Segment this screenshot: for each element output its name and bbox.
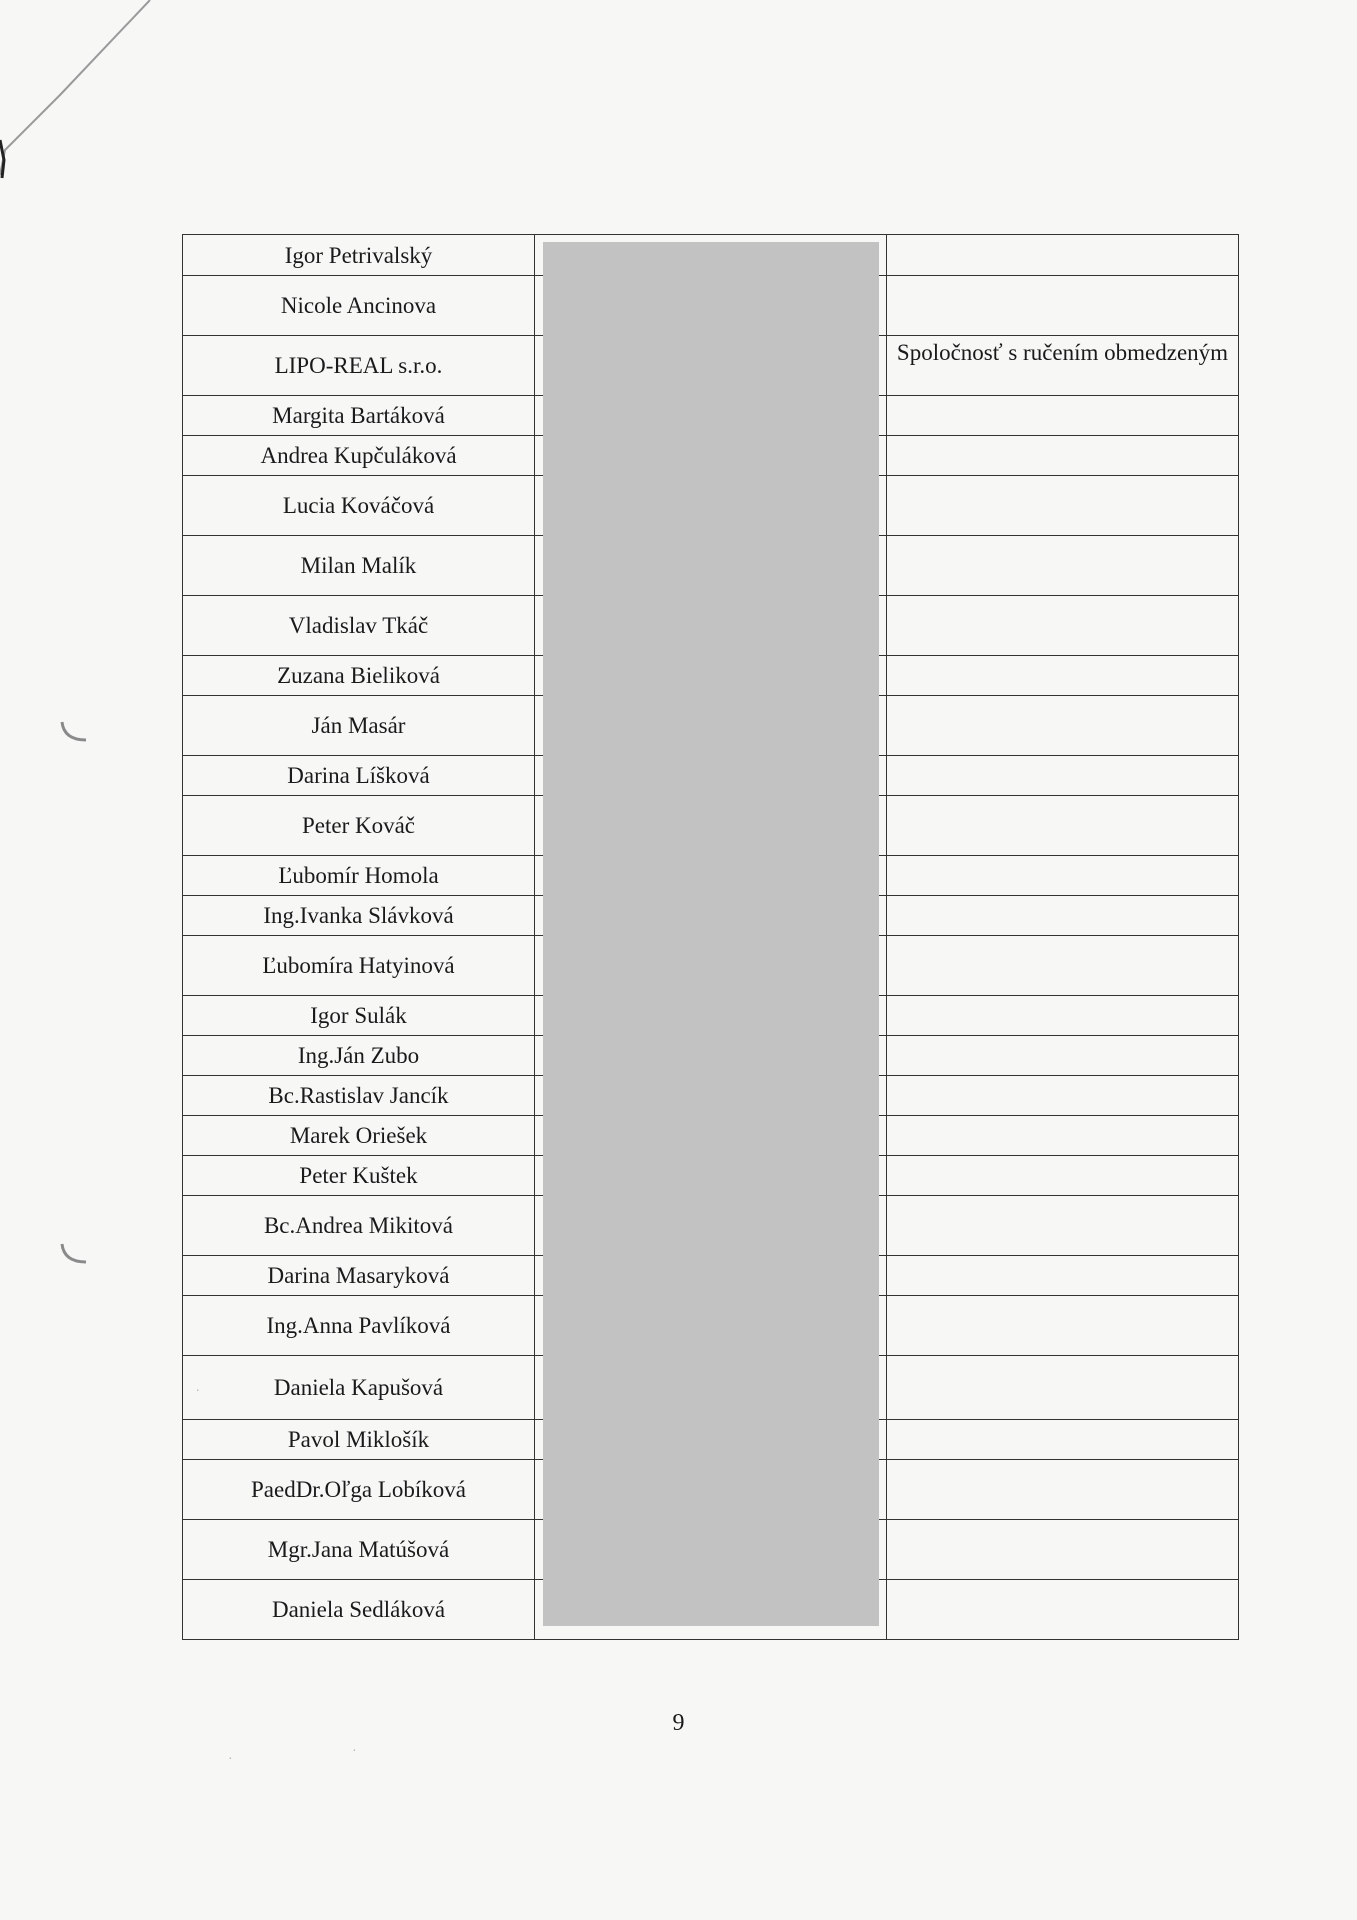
legal-form-cell [887,796,1239,856]
legal-form-cell [887,1116,1239,1156]
entity-name-cell: Nicole Ancinova [183,276,535,336]
entity-name-cell: Peter Kuštek [183,1156,535,1196]
entity-name-cell: Ing.Ivanka Slávková [183,896,535,936]
entity-name-cell: Peter Kováč [183,796,535,856]
redaction-block [543,242,879,1626]
scan-speck: . [196,1380,200,1395]
entity-name-cell: Darina Líšková [183,756,535,796]
legal-form-cell [887,1420,1239,1460]
punch-hole-mark [58,718,92,746]
entity-name-cell: Ing.Anna Pavlíková [183,1296,535,1356]
legal-form-cell [887,696,1239,756]
entity-name-cell: Bc.Andrea Mikitová [183,1196,535,1256]
legal-form-cell [887,996,1239,1036]
entity-name-cell: Ján Masár [183,696,535,756]
legal-form-cell [887,656,1239,696]
entity-name-cell: Zuzana Bieliková [183,656,535,696]
legal-form-cell [887,1460,1239,1520]
entity-name-cell: Marek Oriešek [183,1116,535,1156]
entity-name-cell: Andrea Kupčuláková [183,436,535,476]
punch-hole-mark [58,1240,92,1268]
paper-fold-mark [0,0,180,200]
entity-name-cell: Daniela Sedláková [183,1580,535,1640]
legal-form-cell [887,436,1239,476]
entity-name-cell: Lucia Kováčová [183,476,535,536]
legal-form-cell [887,1196,1239,1256]
legal-form-cell [887,1036,1239,1076]
legal-form-cell [887,856,1239,896]
legal-form-cell [887,1356,1239,1420]
entity-name-cell: Igor Sulák [183,996,535,1036]
legal-form-cell [887,476,1239,536]
legal-form-cell [887,596,1239,656]
entity-name-cell: PaedDr.Oľga Lobíková [183,1460,535,1520]
legal-form-cell [887,1076,1239,1116]
entity-name-cell: Margita Bartáková [183,396,535,436]
entity-name-cell: Milan Malík [183,536,535,596]
legal-form-cell [887,936,1239,996]
legal-form-cell [887,1580,1239,1640]
entity-name-cell: Mgr.Jana Matúšová [183,1520,535,1580]
legal-form-cell [887,1520,1239,1580]
entity-name-cell: Daniela Kapušová [183,1356,535,1420]
entity-name-cell: Pavol Miklošík [183,1420,535,1460]
entity-name-cell: Darina Masaryková [183,1256,535,1296]
legal-form-cell [887,235,1239,276]
entity-name-cell: LIPO-REAL s.r.o. [183,336,535,396]
entity-name-cell: Ing.Ján Zubo [183,1036,535,1076]
legal-form-cell [887,1156,1239,1196]
legal-form-cell: Spoločnosť s ručením obmedzeným [887,336,1239,396]
entity-name-cell: Igor Petrivalský [183,235,535,276]
entity-name-cell: Bc.Rastislav Jancík [183,1076,535,1116]
legal-form-cell [887,756,1239,796]
legal-form-cell [887,536,1239,596]
entity-name-cell: Ľubomír Homola [183,856,535,896]
entity-name-cell: Ľubomíra Hatyinová [183,936,535,996]
entity-name-cell: Vladislav Tkáč [183,596,535,656]
legal-form-cell [887,276,1239,336]
legal-form-cell [887,1296,1239,1356]
legal-form-cell [887,1256,1239,1296]
scan-speck: · [228,1752,233,1767]
page-number: 9 [672,1710,685,1736]
legal-form-cell [887,896,1239,936]
legal-form-cell [887,396,1239,436]
scan-speck: · [352,1744,357,1759]
